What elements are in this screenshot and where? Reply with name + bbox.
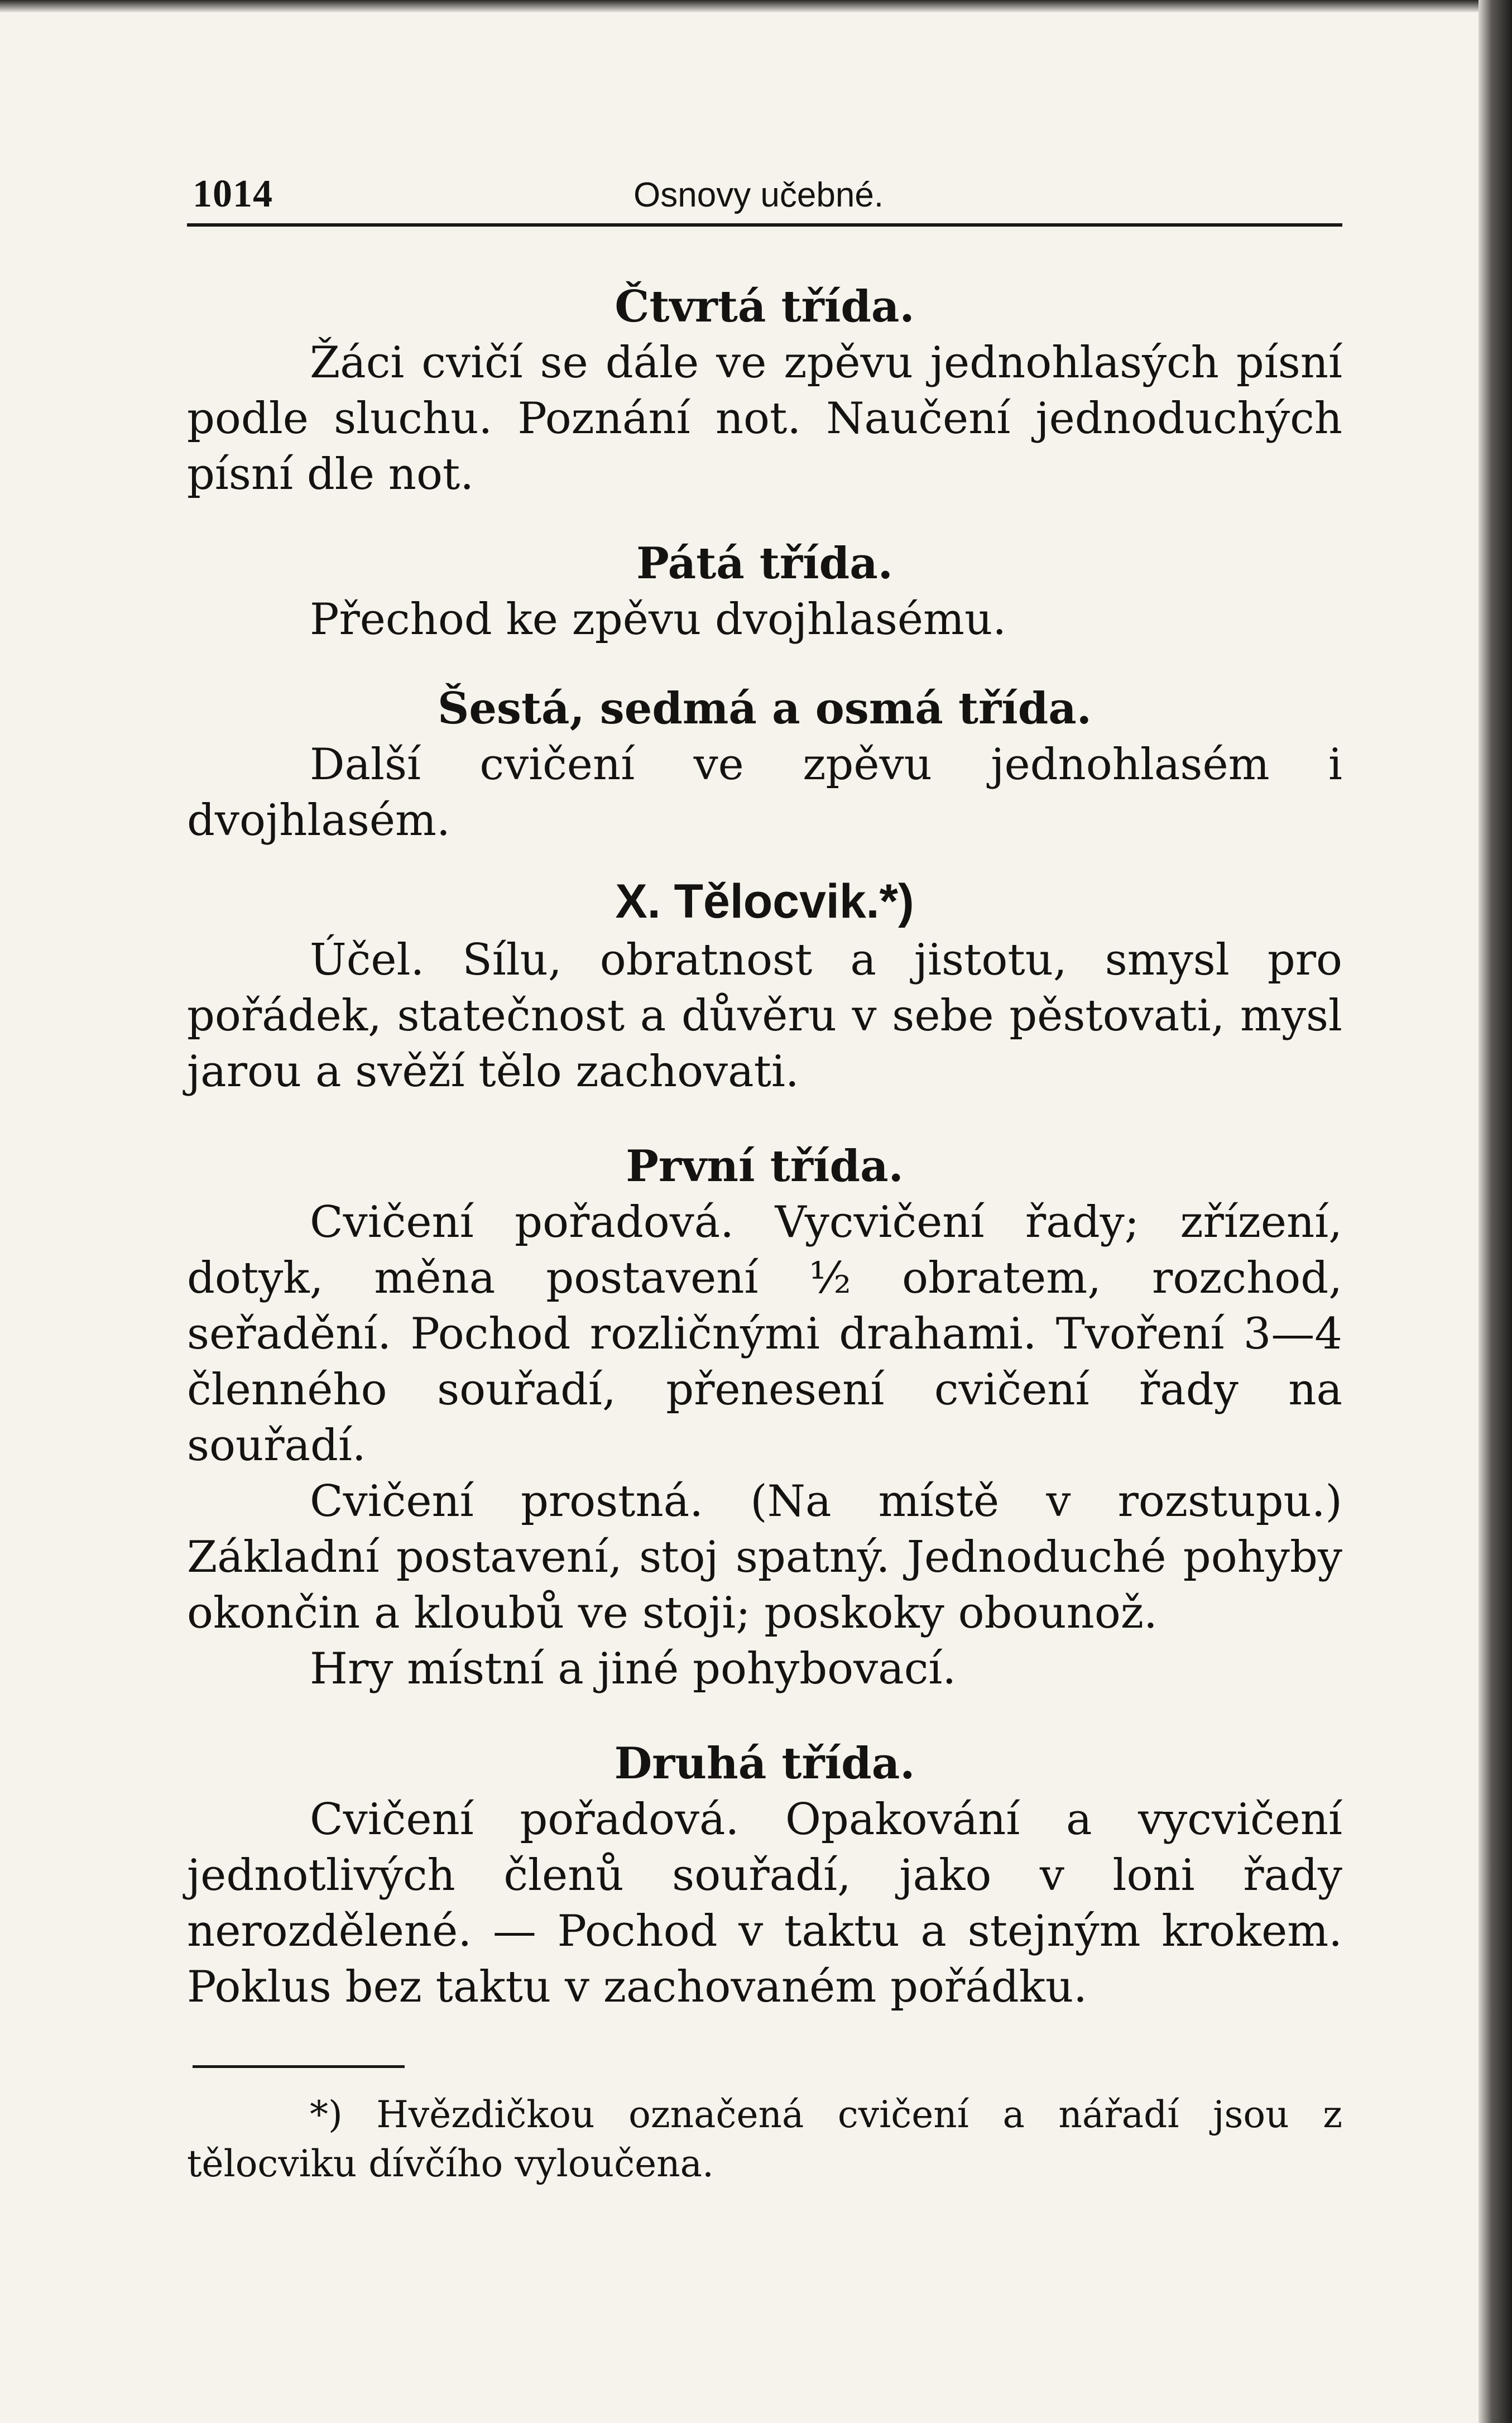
paragraph-druha-poradova: Cvičení pořadová. Opakování a vycvičení jednotlivých členů souřadí, jako v loni řady nerozdělené. — Pochod v taktu a stejným krokem. Poklus bez taktu v zachovaném pořádku. xyxy=(187,1795,1342,2012)
paragraph-prvni-hry: Hry místní a jiné pohybovací. xyxy=(310,1644,957,1694)
paragraph-pata-trida: Přechod ke zpěvu dvojhlasému. xyxy=(310,594,1007,645)
paragraph-prvni-prostna: Cvičení prostná. (Na místě v rozstupu.) Základní postavení, stoj spatný. Jednoduché pohyby okončin a kloubů ve stoji; poskoky obounož. xyxy=(187,1476,1342,1638)
paragraph-ctvrta-trida: Žáci cvičí se dále ve zpěvu jednohlasých písní podle sluchu. Poznání not. Naučení jednoduchých písní dle not. xyxy=(187,338,1342,500)
page-number: 1014 xyxy=(193,172,273,215)
footnote: *) Hvězdičkou označená cvičení a nářadí jsou z tělocviku dívčího vyloučena. xyxy=(187,2093,1342,2185)
page-binding-edge xyxy=(1479,0,1512,2423)
page-header xyxy=(187,162,1342,227)
heading-prvni-trida: První třída. xyxy=(626,1141,904,1192)
paragraph-prvni-poradova: Cvičení pořadová. Vycvičení řady; zřízení, dotyk, měna postavení ½ obratem, rozchod, seřadění. Pochod rozličnými drahami. Tvoření 3—4 členného souřadí, přenesení cvičení řady na souřadí. xyxy=(187,1197,1342,1471)
footnote-divider xyxy=(193,2065,405,2068)
heading-telocvik: X. Tělocvik.*) xyxy=(615,875,914,928)
paragraph-telocvik-ucel: Účel. Sílu, obratnost a jistotu, smysl pro pořádek, statečnost a důvěru v sebe pěstovati, mysl jarou a svěží tělo zachovati. xyxy=(187,935,1342,1097)
paragraph-sesta-sedma-osma-trida: Další cvičení ve zpěvu jednohlasém i dvojhlasém. xyxy=(187,740,1342,846)
heading-druha-trida: Druhá třída. xyxy=(614,1738,915,1789)
heading-sesta-sedma-osma-trida: Šestá, sedmá a osmá třída. xyxy=(438,683,1092,734)
heading-ctvrta-trida: Čtvrtá třída. xyxy=(615,281,915,332)
page-body xyxy=(187,279,1342,2189)
running-title: Osnovy učebné. xyxy=(633,176,884,214)
page-top-edge xyxy=(0,0,1512,12)
heading-pata-trida: Pátá třída. xyxy=(636,538,893,589)
